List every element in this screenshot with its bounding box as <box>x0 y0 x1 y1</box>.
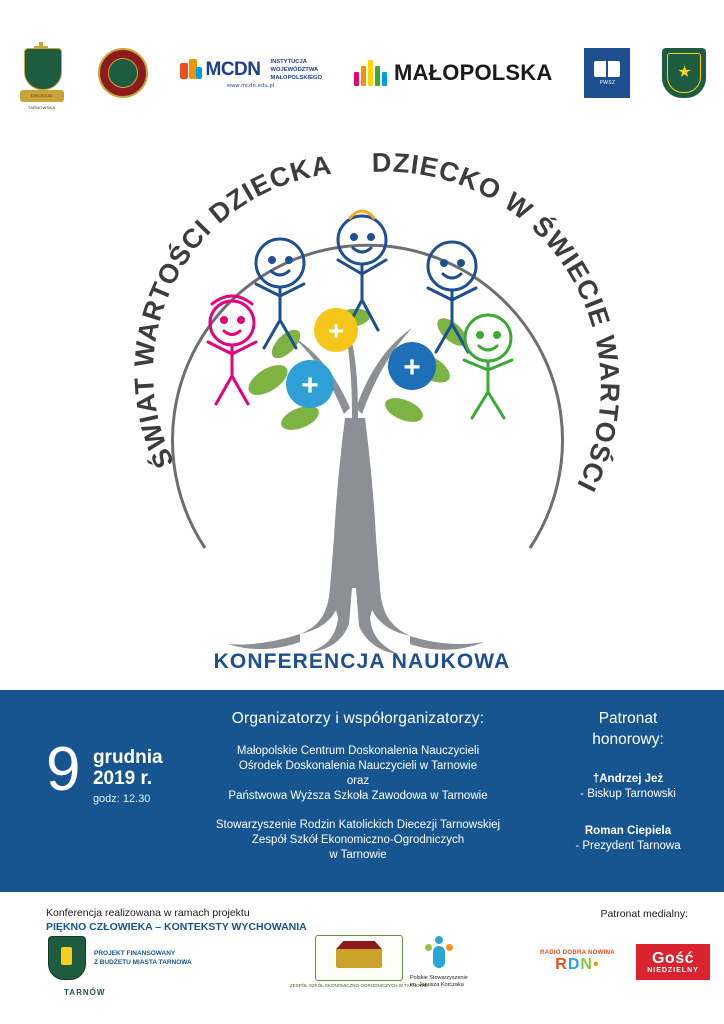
malopolska-logo <box>354 60 552 86</box>
gosc-line1: Gość <box>651 949 694 967</box>
tarnow-crest-icon <box>48 936 86 980</box>
patron-name: †Andrzej Jeż <box>592 773 664 785</box>
pwsz-tarnow-logo <box>584 48 630 98</box>
arc-text-left: ŚWIAT WARTOŚCI DZIECKA <box>128 149 334 473</box>
svg-text:+: + <box>327 315 345 346</box>
media-patronage-label: Patronat medialny: <box>600 908 688 920</box>
organizer-line: Państwowa Wyższa Szkoła Zawodowa w Tarnowie <box>228 790 488 802</box>
gosc-badge <box>636 944 710 980</box>
tarnow-funding-line2: Z BUDŻETU MIASTA TARNOWA <box>94 959 192 966</box>
rdn-radio-logo <box>540 934 615 990</box>
organizers-heading: Organizatorzy i współorganizatorzy: <box>231 710 485 727</box>
date-year: 2019 r. <box>92 768 153 789</box>
date-day: 9 <box>46 735 81 804</box>
project-info <box>46 906 386 934</box>
patronage-heading-line1: Patronat <box>598 710 658 727</box>
svg-text:+: + <box>301 369 319 402</box>
top-logo-strip <box>0 38 724 108</box>
gosc-line2: NIEDZIELNY <box>647 966 699 974</box>
diocese-caption: DIECEZJA TARNOWSKA <box>27 93 56 110</box>
pwsz-caption: PWSZ <box>599 79 616 86</box>
tarnow-name: TARNÓW <box>64 988 106 997</box>
organizer-line: Małopolskie Centrum Doskonalenia Nauczycieli <box>236 745 480 757</box>
organizer-line: w Tarnowie <box>329 849 387 861</box>
conference-title: KONFERENCJA NAUKOWA <box>213 650 511 673</box>
rdn-wordmark: RDN• <box>555 956 600 973</box>
mcdn-logo <box>180 58 323 89</box>
korczak-line1: Polskie Stowarzyszenie <box>410 974 468 981</box>
patronage-block <box>548 708 708 854</box>
patron-entry <box>548 824 708 854</box>
patron-role: - Prezydent Tarnowa <box>575 840 681 852</box>
patron-entry <box>548 772 708 802</box>
svg-text:DZIECKO W ŚWIECIE WARTOŚCI <box>372 148 625 497</box>
malopolska-mark-icon <box>354 60 387 86</box>
emblem-graphic <box>0 118 724 688</box>
project-line-2: PIĘKNO CZŁOWIEKA – KONTEKSTY WYCHOWANIA <box>46 921 307 933</box>
date-hour: godz: 12.30 <box>92 793 151 805</box>
school-logo <box>290 934 428 990</box>
organizer-line: Ośrodek Doskonalenia Nauczycieli w Tarnowie <box>238 760 478 772</box>
organizers-block <box>172 710 544 863</box>
svg-text:+: + <box>403 351 421 384</box>
tree-graphic <box>228 308 484 654</box>
footer <box>0 892 724 1024</box>
mcdn-institution-text: INSTYTUCJA WOJEWÓDZTWA MAŁOPOLSKIEGO <box>270 58 323 81</box>
tarnow-funding-line1: PROJEKT FINANSOWANY <box>94 950 176 957</box>
seal-emblem-icon <box>98 48 148 98</box>
mcdn-mark-icon <box>180 59 202 81</box>
organizer-line: Stowarzyszenie Rodzin Katolickich Diecezji Tarnowskiej <box>215 819 501 831</box>
tarnow-funding-logo <box>48 936 198 997</box>
star-icon: ★ <box>677 64 692 81</box>
school-caption: ZESPÓŁ SZKÓŁ EKONOMICZNO-OGRODNICZYCH W TARNOWIE <box>290 983 429 988</box>
organizer-line: oraz <box>346 775 370 787</box>
srk-logo <box>662 48 706 98</box>
mcdn-wordmark: MCDN <box>205 58 261 80</box>
date-month: grudnia <box>92 747 163 768</box>
korczak-figures-icon <box>424 936 454 970</box>
malopolska-wordmark: MAŁOPOLSKA <box>394 60 553 85</box>
school-building-icon <box>315 935 403 981</box>
child-figure-green <box>464 315 512 418</box>
korczak-line2: im. Janusza Korczaka <box>410 981 464 988</box>
gosc-niedzielny-logo <box>636 934 710 990</box>
korczak-society-logo <box>410 934 468 990</box>
patron-role: - Biskup Tarnowski <box>580 788 676 800</box>
book-icon <box>594 61 620 77</box>
patron-name: Roman Ciepiela <box>584 825 672 837</box>
conference-emblem <box>0 118 724 688</box>
info-band <box>0 690 724 892</box>
diocese-coat-of-arms-icon <box>18 44 66 110</box>
footer-logo-row <box>40 934 699 1012</box>
patronage-heading-line2: honorowy: <box>592 731 664 748</box>
mcdn-url: www.mcdn.edu.pl <box>226 82 275 89</box>
arc-text-right: DZIECKO W ŚWIECIE WARTOŚCI <box>371 147 625 497</box>
organizer-line: Zespół Szkół Ekonomiczno-Ogrodniczych <box>251 834 465 846</box>
project-line-1: Konferencja realizowana w ramach projektu <box>46 907 250 919</box>
rdn-top-text: RADIO DOBRA NOWINA <box>540 950 615 956</box>
